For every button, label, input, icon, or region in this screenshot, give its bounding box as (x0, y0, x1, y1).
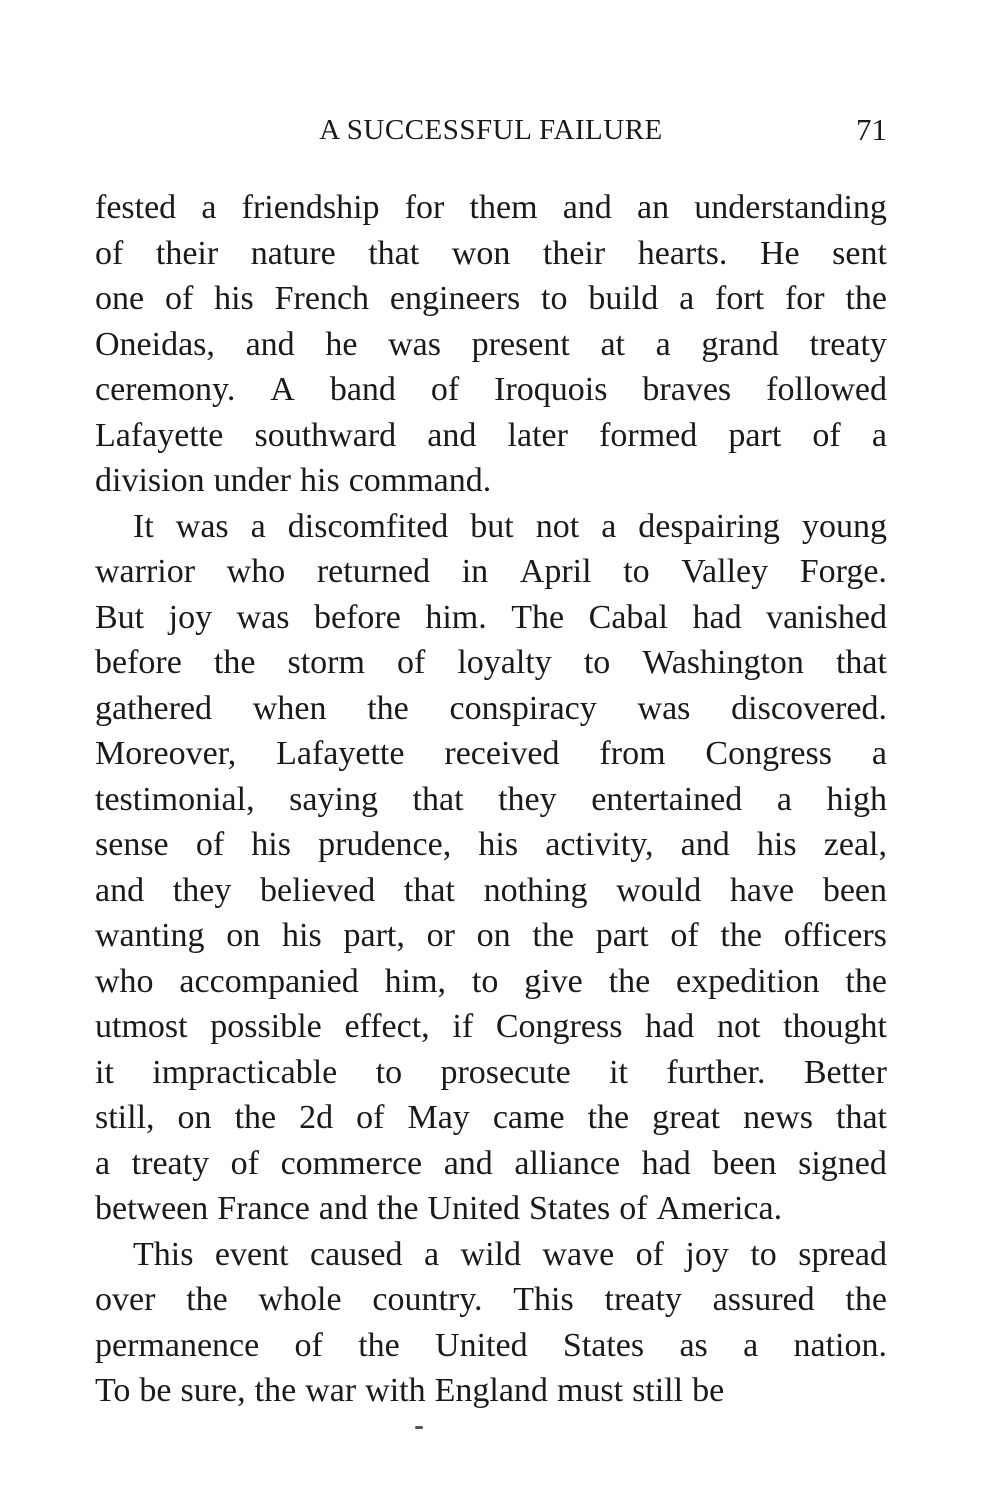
text-line: Lafayette southward and later formed part of a (95, 416, 887, 454)
text-line: warrior who returned in April to Valley Forge. (95, 553, 887, 590)
running-head (95, 110, 887, 150)
body-text (95, 185, 887, 1414)
text-line: Moreover, Lafayette received from Congress a (95, 735, 887, 772)
text-line: who accompanied him, to give the expedition the (95, 962, 887, 1000)
text-line: and they believed that nothing would have been (95, 871, 887, 909)
text-line: one of his French engineers to build a fort for the (95, 280, 887, 317)
text-line: still, on the 2d of May came the great news that (95, 1099, 887, 1136)
text-line: It was a discomfited but not a despairing young (133, 507, 887, 545)
text-line: of their nature that won their hearts. He sent (95, 234, 887, 272)
paragraph (95, 1232, 887, 1414)
paragraph (95, 504, 887, 1232)
text-line: division under his command. (95, 462, 492, 499)
text-line: permanence of the United States as a nation. (95, 1326, 887, 1364)
text-line: ceremony. A band of Iroquois braves followed (95, 371, 887, 408)
text-line: gathered when the conspiracy was discovered. (95, 689, 887, 727)
text-line: utmost possible effect, if Congress had not thought (95, 1008, 887, 1045)
text-line: This event caused a wild wave of joy to spread (133, 1235, 887, 1273)
text-line: wanting on his part, or on the part of the officers (95, 917, 887, 954)
page-number: 71 (856, 112, 887, 147)
print-speck (415, 1426, 423, 1429)
text-line: But joy was before him. The Cabal had vanished (95, 598, 887, 636)
text-line: over the whole country. This treaty assured the (95, 1281, 887, 1318)
text-line: Oneidas, and he was present at a grand treaty (95, 325, 887, 363)
text-line: it impracticable to prosecute it further. Better (95, 1053, 887, 1091)
text-line: before the storm of loyalty to Washington that (95, 644, 887, 681)
running-title: A SUCCESSFUL FAILURE (319, 114, 663, 146)
paragraph (95, 185, 887, 504)
text-line: To be sure, the war with England must still be (95, 1372, 725, 1409)
text-line: between France and the United States of America. (95, 1190, 783, 1227)
text-line: testimonial, saying that they entertained a high (95, 780, 887, 818)
text-line: fested a friendship for them and an understanding (95, 189, 887, 226)
text-line: a treaty of commerce and alliance had been signed (95, 1144, 887, 1182)
text-line: sense of his prudence, his activity, and his zeal, (95, 826, 887, 863)
